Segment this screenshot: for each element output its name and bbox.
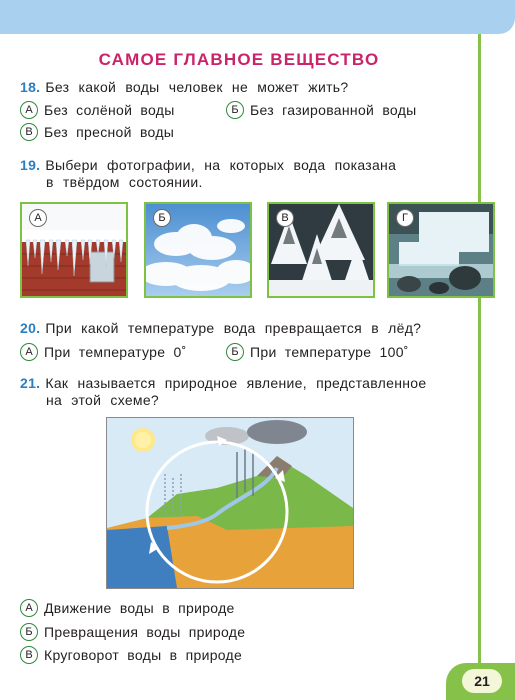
- option-letter-badge: Б: [20, 623, 38, 641]
- option-letter-badge: А: [20, 343, 38, 361]
- q21-option-c[interactable]: [20, 646, 242, 664]
- photo-letter-badge: Г: [396, 209, 414, 227]
- question-21: [20, 374, 426, 392]
- question-text: При какой температуре вода превращается в лёд?: [45, 320, 422, 336]
- q18-option-a[interactable]: [20, 101, 175, 119]
- q20-option-b[interactable]: [226, 343, 409, 361]
- q21-option-b[interactable]: [20, 623, 245, 641]
- question-19-line2: [46, 173, 203, 191]
- option-letter-badge: В: [20, 123, 38, 141]
- photo-letter-badge: А: [29, 209, 47, 227]
- question-18: [20, 78, 348, 96]
- photo-letter-badge: Б: [153, 209, 171, 227]
- question-text: на этой схеме?: [46, 392, 160, 408]
- question-21-line2: [46, 391, 159, 409]
- photo-letter-badge: В: [276, 209, 294, 227]
- page-margin-line: [478, 34, 481, 674]
- option-text: Превращения воды природе: [44, 624, 246, 640]
- section-title: САМОЕ ГЛАВНОЕ ВЕЩЕСТВО: [98, 50, 380, 69]
- question-number: 19.: [20, 157, 41, 173]
- question-text: Как называется природное явление, представленное: [45, 375, 427, 391]
- q18-option-c[interactable]: [20, 123, 174, 141]
- option-text: Без солёной воды: [44, 102, 175, 118]
- photo-b-clouds[interactable]: [144, 202, 252, 298]
- option-letter-badge: А: [20, 101, 38, 119]
- page-number: 21: [462, 669, 502, 693]
- question-text: Выбери фотографии, на которых вода показана: [45, 157, 397, 173]
- photo-c-snowy-trees[interactable]: [267, 202, 375, 298]
- question-text: Без какой воды человек не может жить?: [45, 79, 349, 95]
- option-text: Без газированной воды: [250, 102, 417, 118]
- water-cycle-diagram-icon: [107, 418, 353, 588]
- option-text: При температуре 0˚: [44, 344, 187, 360]
- option-text: Без пресной воды: [44, 124, 175, 140]
- option-text: Круговорот воды в природе: [44, 647, 243, 663]
- question-20: [20, 319, 421, 337]
- q20-option-a[interactable]: [20, 343, 187, 361]
- water-cycle-diagram: [106, 417, 354, 589]
- option-letter-badge: Б: [226, 101, 244, 119]
- top-header-bar: [0, 0, 515, 34]
- option-letter-badge: Б: [226, 343, 244, 361]
- option-text: При температуре 100˚: [250, 344, 409, 360]
- question-number: 21.: [20, 375, 41, 391]
- option-letter-badge: В: [20, 646, 38, 664]
- question-number: 18.: [20, 79, 41, 95]
- photo-a-icicles[interactable]: [20, 202, 128, 298]
- q21-option-a[interactable]: [20, 599, 235, 617]
- option-letter-badge: А: [20, 599, 38, 617]
- question-number: 20.: [20, 320, 41, 336]
- option-text: Движение воды в природе: [44, 600, 235, 616]
- question-19: [20, 156, 396, 174]
- q18-option-b[interactable]: [226, 101, 417, 119]
- photo-d-waterfall[interactable]: [387, 202, 495, 298]
- question-text: в твёрдом состоянии.: [46, 174, 203, 190]
